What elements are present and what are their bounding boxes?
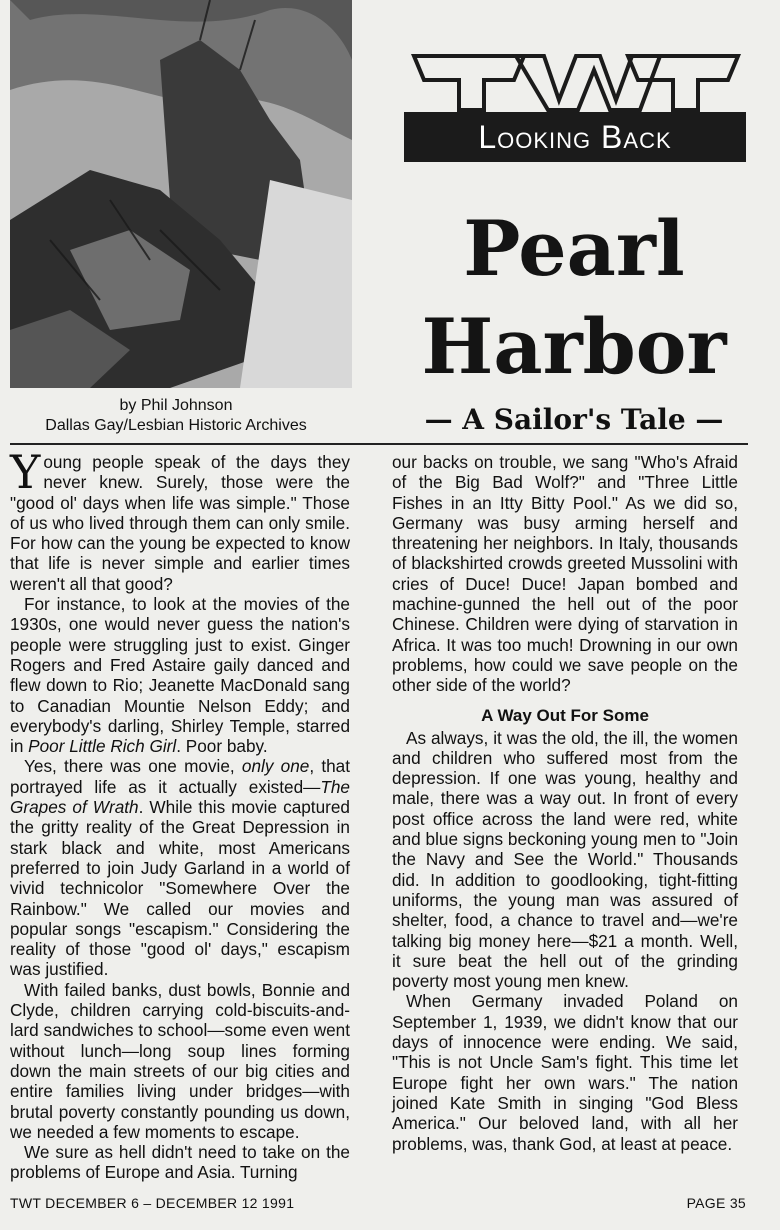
emphasis: only one xyxy=(241,756,310,777)
headline-line-1: Pearl xyxy=(463,204,685,293)
byline-source: Dallas Gay/Lesbian Historic Archives xyxy=(45,417,307,434)
section-divider xyxy=(10,443,748,445)
article-column-1 xyxy=(10,445,350,1183)
headline-line-2: Harbor xyxy=(421,302,727,391)
paragraph-text: Yes, there was one movie, xyxy=(24,756,242,777)
film-title: Poor Little Rich Girl xyxy=(28,736,177,757)
film-title: The Grapes of Wrath xyxy=(10,776,350,818)
paragraph-text: . While this movie captured the gritty reality of the Great Depression in stark black and white, most Americans preferred to join Judy Garland in a world of vivid technicolor "Somewhere Over the Rainbow." We called our movies and popular songs "escapism." Considering the reality of those "good ol' days," escapism was justified. xyxy=(10,797,350,980)
article-column-2 xyxy=(392,452,738,1154)
paragraph-text: . Poor baby. xyxy=(176,736,268,757)
paragraph: our backs on trouble, we sang "Who's Afraid of the Big Bad Wolf?" and "Three Little Fishes in an Itty Bitty Pool." As we did so, Germany was busy arming herself and threatening her neighbors. In Italy, thousands of blackshirted crowds greeted Mussolini with cries of Duce! Duce! Japan bombed and machine-gunned the hell out of the poor Chinese. Children were dying of starvation in Africa. It was too much! Drowning in our own problems, how could we save people on the other side of the world? xyxy=(392,452,738,696)
paragraph xyxy=(10,756,350,979)
photo-credit xyxy=(0,396,352,436)
pearl-harbor-photo xyxy=(10,0,352,388)
byline-author: by Phil Johnson xyxy=(119,397,233,414)
drop-cap: Y xyxy=(10,445,41,499)
section-heading: A Way Out For Some xyxy=(481,705,649,725)
paragraph: We sure as hell didn't need to take on the problems of Europe and Asia. Turning xyxy=(10,1142,350,1183)
subhead: — A Sailor's Tale — xyxy=(424,403,724,436)
paragraph-text: For instance, to look at the movies of the 1930s, one would never guess the nation's people were struggling just to exist. Ginger Rogers and Fred Astaire gaily danced and flew down to Rio; Jeanette MacDonald sang to Canadian Mountie Nelson Eddy; and everybody's darling, Shirley Temple, starred in xyxy=(10,594,350,757)
issue-date: TWT DECEMBER 6 – DECEMBER 12 1991 xyxy=(10,1195,295,1211)
paragraph: As always, it was the old, the ill, the women and children who suffered most from the depression. If one was young, healthy and male, there was a way out. In front of every post office across the land were red, white and blue signs beckoning young men to "Join the Navy and See the World." Thousands did. In addition to goodlooking, tight-fitting uniforms, the young man was assured of shelter, food, a chance to travel and—we're talking big money here—$21 a month. Well, it sure beat the hell out of the grinding poverty most young men knew. xyxy=(392,727,738,992)
paragraph xyxy=(10,594,350,756)
looking-back-banner: Looking Back xyxy=(404,112,746,162)
paragraph-text: , that portrayed life as it actually existed— xyxy=(10,756,350,797)
headline xyxy=(404,200,744,396)
page-number: PAGE 35 xyxy=(686,1195,746,1211)
paragraph xyxy=(10,445,350,594)
paragraph-text: oung people speak of the days they never knew. Surely, those were the "good ol' days when life was simple." Those of us who lived through them can only smile. For how can the young be expected to know that life is never simple and earlier times weren't all that good? xyxy=(10,452,350,594)
paragraph: When Germany invaded Poland on September 1, 1939, we didn't know that our days of innocence were ending. We said, "This is not Uncle Sam's fight. This time let Europe fight her own wars." The nation joined Kate Smith in singing "God Bless America." Our beloved land, with all her problems, was, thank God, at least at peace. xyxy=(392,991,738,1154)
paragraph: With failed banks, dust bowls, Bonnie and Clyde, children carrying cold-biscuits-and-lard sandwiches to school—some even went without lunch—long soup lines forming down the main streets of our big cities and entire families living under bridges—with brutal poverty constantly pounding us down, we needed a few moments to escape. xyxy=(10,979,350,1142)
